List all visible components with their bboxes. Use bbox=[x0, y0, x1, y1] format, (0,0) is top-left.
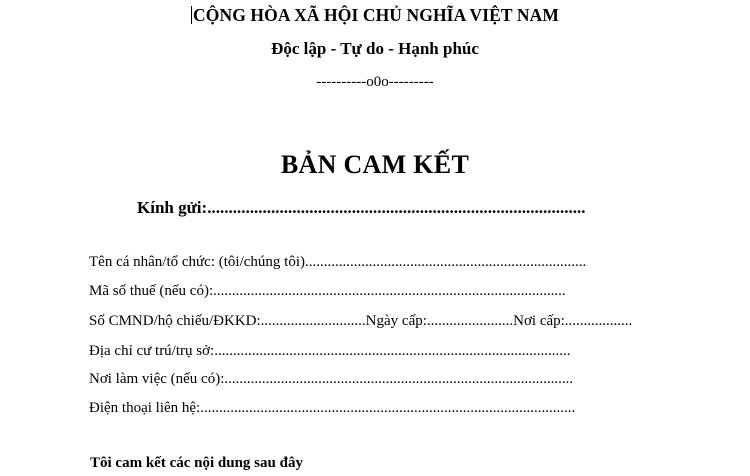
field-id-line: Số CMND/hộ chiếu/ĐKKD:............................Ngày cấp:.......................Nơi cấp:.................. bbox=[89, 313, 633, 329]
recipient-label: Kính gửi: bbox=[137, 198, 208, 217]
recipient-row bbox=[137, 198, 585, 218]
field-phone-line: Điện thoại liên hệ:.................................................................................................... bbox=[89, 400, 576, 416]
national-motto: Độc lập - Tự do - Hạnh phúc bbox=[271, 39, 479, 58]
national-name-heading bbox=[0, 5, 750, 26]
field-tax-code-line: Mã số thuế (nếu có):.............................................................................................. bbox=[89, 283, 566, 299]
field-address-line: Địa chỉ cư trú/trụ sở:............................................................................................... bbox=[89, 343, 571, 359]
commitment-heading: Tôi cam kết các nội dung sau đây bbox=[90, 455, 303, 471]
text-cursor bbox=[191, 6, 192, 24]
national-name-text: CỘNG HÒA XÃ HỘI CHỦ NGHĨA VIỆT NAM bbox=[193, 5, 559, 25]
header-divider: ----------o0o--------- bbox=[316, 74, 434, 90]
recipient-value: ......................................................................................... bbox=[207, 198, 586, 217]
document-title: BẢN CAM KẾT bbox=[280, 150, 470, 179]
field-name-line: Tên cá nhân/tổ chức: (tôi/chúng tôi)........................................................................... bbox=[89, 254, 587, 270]
field-workplace-line: Nơi làm việc (nếu có):............................................................................................. bbox=[89, 371, 574, 387]
